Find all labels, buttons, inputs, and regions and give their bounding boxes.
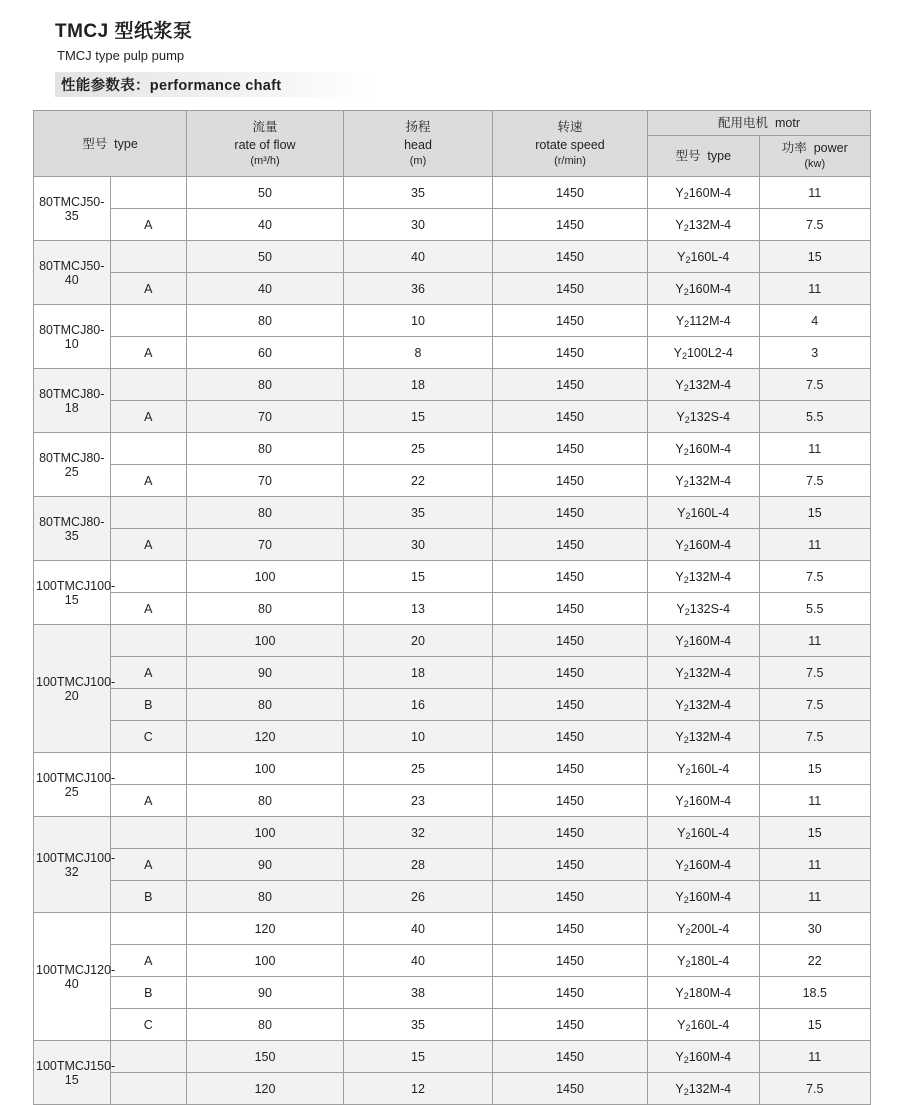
cell-model: 80TMCJ80-18 (34, 369, 111, 433)
cell-model: 80TMCJ80-10 (34, 305, 111, 369)
cell-model: 100TMCJ100-20 (34, 625, 111, 753)
cell-motor-type: $Y_2160L-4$ (648, 753, 760, 785)
cell-motor-type: $Y_2112M-4$ (648, 305, 760, 337)
header-flow: 流量 rate of flow (m³/h) (187, 111, 344, 177)
table-row (34, 369, 871, 401)
cell-motor-power: 15 (759, 1009, 871, 1041)
cell-head: 40 (344, 241, 493, 273)
cell-motor-type: $Y_2132S-4$ (648, 401, 760, 433)
cell-motor-type: $Y_2160L-4$ (648, 241, 760, 273)
cell-speed: 1450 (493, 753, 648, 785)
cell-motor-power: 7.5 (759, 721, 871, 753)
cell-flow: 80 (187, 881, 344, 913)
cell-motor-type: $Y_2132M-4$ (648, 721, 760, 753)
cell-motor-type: $Y_2160L-4$ (648, 1009, 760, 1041)
cell-speed: 1450 (493, 369, 648, 401)
cell-motor-power: 11 (759, 177, 871, 209)
table-row (34, 593, 871, 625)
cell-motor-power: 7.5 (759, 369, 871, 401)
cell-speed: 1450 (493, 305, 648, 337)
cell-flow: 80 (187, 785, 344, 817)
cell-motor-type: $Y_2160L-4$ (648, 497, 760, 529)
cell-variant: A (110, 529, 187, 561)
table-row (34, 1041, 871, 1073)
page-title-en: TMCJ type pulp pump (57, 48, 185, 63)
cell-motor-power: 11 (759, 849, 871, 881)
section-subtitle: 性能参数表：performance chaft (61, 78, 282, 94)
cell-variant: C (110, 721, 187, 753)
cell-flow: 80 (187, 593, 344, 625)
header-type: 型号 type (34, 111, 187, 177)
cell-variant (110, 913, 187, 945)
cell-head: 25 (344, 753, 493, 785)
cell-motor-power: 15 (759, 817, 871, 849)
cell-flow: 50 (187, 241, 344, 273)
cell-speed: 1450 (493, 209, 648, 241)
cell-head: 10 (344, 721, 493, 753)
cell-motor-type: $Y_2160M-4$ (648, 1041, 760, 1073)
cell-head: 15 (344, 1041, 493, 1073)
cell-motor-type: $Y_2132M-4$ (648, 561, 760, 593)
cell-variant: A (110, 401, 187, 433)
cell-motor-type: $Y_2132M-4$ (648, 689, 760, 721)
cell-flow: 100 (187, 945, 344, 977)
cell-motor-power: 7.5 (759, 1073, 871, 1105)
cell-motor-power: 7.5 (759, 689, 871, 721)
cell-speed: 1450 (493, 497, 648, 529)
cell-variant (110, 817, 187, 849)
cell-motor-type: $Y_2132M-4$ (648, 657, 760, 689)
section-subtitle-bar (55, 72, 375, 97)
cell-motor-power: 11 (759, 433, 871, 465)
table-row (34, 273, 871, 305)
table-row (34, 337, 871, 369)
cell-flow: 70 (187, 401, 344, 433)
table-row (34, 945, 871, 977)
cell-variant: A (110, 945, 187, 977)
table-row (34, 817, 871, 849)
cell-speed: 1450 (493, 721, 648, 753)
cell-motor-type: $Y_2100L2-4$ (648, 337, 760, 369)
cell-head: 36 (344, 273, 493, 305)
cell-flow: 70 (187, 529, 344, 561)
table-row (34, 241, 871, 273)
cell-head: 35 (344, 497, 493, 529)
cell-head: 15 (344, 401, 493, 433)
cell-model: 80TMCJ50-40 (34, 241, 111, 305)
cell-speed: 1450 (493, 1009, 648, 1041)
cell-motor-type: $Y_2132M-4$ (648, 209, 760, 241)
cell-speed: 1450 (493, 881, 648, 913)
cell-variant (110, 241, 187, 273)
cell-speed: 1450 (493, 273, 648, 305)
cell-flow: 40 (187, 209, 344, 241)
cell-variant (110, 753, 187, 785)
cell-flow: 120 (187, 721, 344, 753)
header-motor-power: 功率 power (kw) (759, 136, 871, 177)
cell-variant: B (110, 689, 187, 721)
cell-speed: 1450 (493, 817, 648, 849)
table-head (34, 111, 871, 177)
cell-variant: B (110, 881, 187, 913)
cell-variant (110, 1073, 187, 1105)
cell-motor-power: 7.5 (759, 465, 871, 497)
cell-model: 100TMCJ100-32 (34, 817, 111, 913)
table-row (34, 849, 871, 881)
cell-model: 100TMCJ100-25 (34, 753, 111, 817)
cell-motor-type: $Y_2132M-4$ (648, 1073, 760, 1105)
cell-variant (110, 305, 187, 337)
cell-motor-type: $Y_2160M-4$ (648, 177, 760, 209)
cell-variant (110, 177, 187, 209)
cell-speed: 1450 (493, 785, 648, 817)
cell-motor-power: 5.5 (759, 401, 871, 433)
table-row (34, 465, 871, 497)
cell-motor-power: 5.5 (759, 593, 871, 625)
cell-motor-power: 4 (759, 305, 871, 337)
cell-variant: A (110, 465, 187, 497)
cell-speed: 1450 (493, 1041, 648, 1073)
table-row (34, 881, 871, 913)
cell-speed: 1450 (493, 945, 648, 977)
cell-flow: 90 (187, 977, 344, 1009)
cell-variant: A (110, 273, 187, 305)
cell-variant: A (110, 785, 187, 817)
cell-speed: 1450 (493, 593, 648, 625)
performance-table (33, 110, 871, 1105)
cell-speed: 1450 (493, 561, 648, 593)
cell-head: 40 (344, 945, 493, 977)
table-body (34, 177, 871, 1105)
cell-motor-power: 11 (759, 273, 871, 305)
page-title-cn: TMCJ 型纸浆泵 (55, 21, 193, 42)
cell-flow: 150 (187, 1041, 344, 1073)
cell-variant (110, 561, 187, 593)
cell-head: 22 (344, 465, 493, 497)
cell-speed: 1450 (493, 977, 648, 1009)
cell-motor-power: 11 (759, 785, 871, 817)
cell-model: 100TMCJ150-15 (34, 1041, 111, 1105)
cell-head: 30 (344, 209, 493, 241)
cell-variant: A (110, 849, 187, 881)
cell-variant: A (110, 593, 187, 625)
header-head: 扬程 head (m) (344, 111, 493, 177)
cell-head: 10 (344, 305, 493, 337)
cell-flow: 80 (187, 1009, 344, 1041)
table-row (34, 433, 871, 465)
cell-variant: B (110, 977, 187, 1009)
cell-variant: C (110, 1009, 187, 1041)
table-row (34, 689, 871, 721)
cell-variant (110, 1041, 187, 1073)
table-row (34, 177, 871, 209)
cell-head: 12 (344, 1073, 493, 1105)
cell-motor-type: $Y_2160L-4$ (648, 817, 760, 849)
cell-speed: 1450 (493, 689, 648, 721)
cell-motor-power: 30 (759, 913, 871, 945)
table-row (34, 401, 871, 433)
cell-flow: 120 (187, 1073, 344, 1105)
cell-motor-power: 11 (759, 1041, 871, 1073)
cell-variant: A (110, 337, 187, 369)
cell-head: 18 (344, 369, 493, 401)
cell-flow: 100 (187, 817, 344, 849)
cell-motor-type: $Y_2160M-4$ (648, 433, 760, 465)
cell-motor-power: 3 (759, 337, 871, 369)
cell-speed: 1450 (493, 433, 648, 465)
table-row (34, 529, 871, 561)
cell-speed: 1450 (493, 465, 648, 497)
table-row (34, 913, 871, 945)
cell-motor-type: $Y_2200L-4$ (648, 913, 760, 945)
table-row (34, 561, 871, 593)
cell-head: 35 (344, 1009, 493, 1041)
cell-motor-power: 18.5 (759, 977, 871, 1009)
cell-variant: A (110, 657, 187, 689)
table-row (34, 209, 871, 241)
cell-motor-type: $Y_2160M-4$ (648, 625, 760, 657)
cell-flow: 90 (187, 657, 344, 689)
cell-motor-power: 15 (759, 497, 871, 529)
cell-head: 8 (344, 337, 493, 369)
cell-head: 18 (344, 657, 493, 689)
cell-variant (110, 625, 187, 657)
cell-motor-type: $Y_2160M-4$ (648, 529, 760, 561)
table-row (34, 977, 871, 1009)
cell-speed: 1450 (493, 241, 648, 273)
cell-head: 30 (344, 529, 493, 561)
cell-speed: 1450 (493, 529, 648, 561)
cell-head: 15 (344, 561, 493, 593)
cell-flow: 90 (187, 849, 344, 881)
cell-flow: 80 (187, 433, 344, 465)
cell-speed: 1450 (493, 337, 648, 369)
cell-head: 28 (344, 849, 493, 881)
cell-speed: 1450 (493, 177, 648, 209)
cell-head: 20 (344, 625, 493, 657)
cell-model: 80TMCJ50-35 (34, 177, 111, 241)
cell-motor-power: 11 (759, 625, 871, 657)
cell-flow: 80 (187, 497, 344, 529)
cell-motor-power: 22 (759, 945, 871, 977)
cell-speed: 1450 (493, 913, 648, 945)
table-row (34, 785, 871, 817)
cell-motor-power: 15 (759, 241, 871, 273)
cell-model: 100TMCJ100-15 (34, 561, 111, 625)
table-header-row (34, 111, 871, 136)
cell-flow: 70 (187, 465, 344, 497)
cell-motor-type: $Y_2160M-4$ (648, 849, 760, 881)
cell-motor-power: 7.5 (759, 657, 871, 689)
cell-flow: 40 (187, 273, 344, 305)
cell-model: 100TMCJ120-40 (34, 913, 111, 1041)
table-row (34, 721, 871, 753)
cell-motor-power: 11 (759, 529, 871, 561)
cell-motor-type: $Y_2160M-4$ (648, 881, 760, 913)
table-row (34, 753, 871, 785)
cell-flow: 60 (187, 337, 344, 369)
cell-flow: 100 (187, 561, 344, 593)
cell-head: 35 (344, 177, 493, 209)
cell-variant (110, 497, 187, 529)
cell-speed: 1450 (493, 657, 648, 689)
cell-variant: A (110, 209, 187, 241)
cell-flow: 80 (187, 369, 344, 401)
cell-speed: 1450 (493, 1073, 648, 1105)
table-row (34, 1073, 871, 1105)
cell-head: 26 (344, 881, 493, 913)
header-motor-group: 配用电机 motr (648, 111, 871, 136)
cell-speed: 1450 (493, 625, 648, 657)
cell-model: 80TMCJ80-25 (34, 433, 111, 497)
header-motor-type: 型号 type (648, 136, 760, 177)
cell-variant (110, 369, 187, 401)
cell-head: 40 (344, 913, 493, 945)
cell-flow: 80 (187, 305, 344, 337)
cell-motor-power: 11 (759, 881, 871, 913)
cell-head: 38 (344, 977, 493, 1009)
cell-model: 80TMCJ80-35 (34, 497, 111, 561)
cell-head: 32 (344, 817, 493, 849)
cell-motor-type: $Y_2160M-4$ (648, 273, 760, 305)
table-row (34, 305, 871, 337)
table-row (34, 1009, 871, 1041)
cell-variant (110, 433, 187, 465)
cell-motor-power: 7.5 (759, 209, 871, 241)
cell-flow: 50 (187, 177, 344, 209)
cell-motor-power: 7.5 (759, 561, 871, 593)
cell-motor-type: $Y_2180M-4$ (648, 977, 760, 1009)
cell-speed: 1450 (493, 849, 648, 881)
cell-motor-type: $Y_2132S-4$ (648, 593, 760, 625)
table-row (34, 625, 871, 657)
cell-motor-type: $Y_2180L-4$ (648, 945, 760, 977)
cell-flow: 80 (187, 689, 344, 721)
cell-motor-type: $Y_2132M-4$ (648, 369, 760, 401)
cell-head: 25 (344, 433, 493, 465)
cell-head: 23 (344, 785, 493, 817)
cell-head: 13 (344, 593, 493, 625)
table-row (34, 497, 871, 529)
cell-head: 16 (344, 689, 493, 721)
cell-flow: 100 (187, 625, 344, 657)
cell-motor-type: $Y_2160M-4$ (648, 785, 760, 817)
cell-flow: 100 (187, 753, 344, 785)
table-row (34, 657, 871, 689)
header-speed: 转速 rotate speed (r/min) (493, 111, 648, 177)
cell-motor-type: $Y_2132M-4$ (648, 465, 760, 497)
cell-flow: 120 (187, 913, 344, 945)
cell-motor-power: 15 (759, 753, 871, 785)
cell-speed: 1450 (493, 401, 648, 433)
